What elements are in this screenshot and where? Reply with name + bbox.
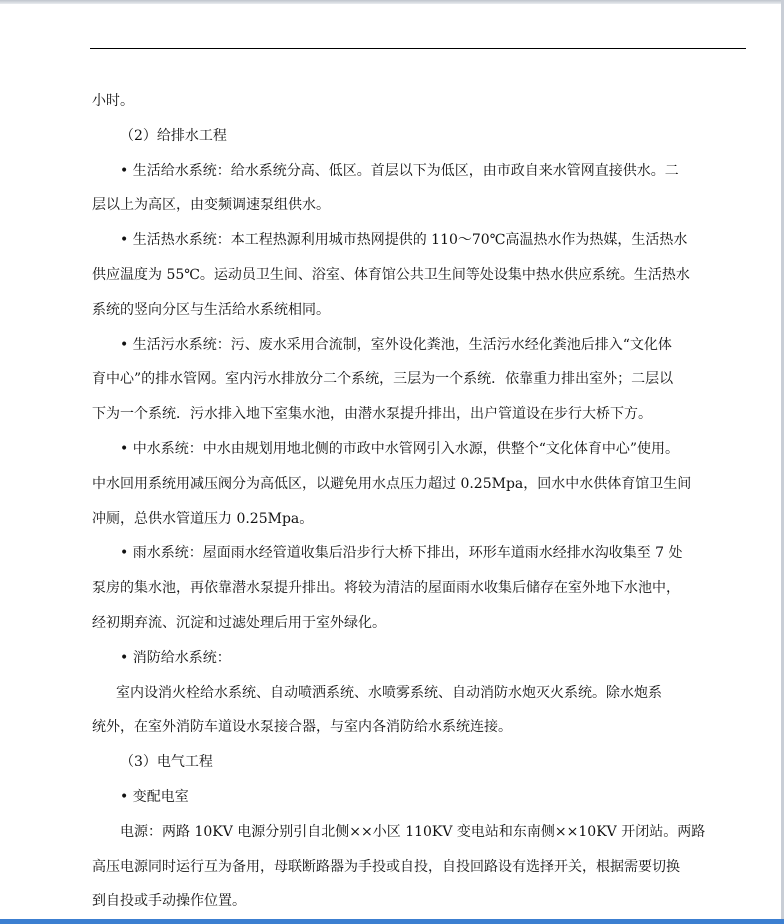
text-line: 供应温度为 55℃。运动员卫生间、浴室、体育馆公共卫生间等处设集中热水供应系统。生活热水 — [92, 266, 690, 283]
window-top-edge — [0, 0, 784, 4]
page-header-rule — [90, 48, 746, 49]
bullet-hot-water-line: • 生活热水系统：本工程热源利用城市热网提供的 110～70℃高温热水作为热媒，生活热水 — [120, 232, 688, 249]
text-line: 泵房的集水池，再依靠潜水泵提升排出。将较为清洁的屋面雨水收集后储存在室外地下水池中， — [92, 580, 680, 597]
section-heading-water: （2）给排水工程 — [120, 127, 227, 144]
text-line: 经初期弃流、沉淀和过滤处理后用于室外绿化。 — [92, 614, 386, 631]
text-line: 室内设消火栓给水系统、自动喷洒系统、水喷雾系统、自动消防水炮灭火系统。除水炮系 — [116, 684, 662, 701]
bullet-domestic-water-line: • 生活给水系统：给水系统分高、低区。首层以下为低区，由市政自来水管网直接供水。二 — [120, 162, 679, 179]
text-line: 育中心”的排水管网。室内污水排放分二个系统，三层为一个系统．依靠重力排出室外；二层以 — [92, 371, 674, 388]
document-body — [92, 84, 746, 919]
text-line: 下为一个系统．污水排入地下室集水池，由潜水泵提升排出，出户管道设在步行大桥下方。 — [92, 406, 652, 423]
bullet-fire-water-line: • 消防给水系统： — [120, 649, 231, 666]
text-line: 冲厕，总供水管道压力 0.25Mpa。 — [92, 510, 314, 527]
text-line: 小时。 — [92, 93, 134, 109]
bullet-substation-line: • 变配电室 — [120, 788, 189, 805]
bullet-sewage-line: • 生活污水系统：污、废水采用合流制，室外设化粪池，生活污水经化粪池后排入“文化体 — [120, 336, 672, 353]
text-line: 层以上为高区，由变频调速泵组供水。 — [92, 197, 330, 214]
bullet-reclaimed-water-line: • 中水系统：中水由规划用地北侧的市政中水管网引入水源，供整个“文化体育中心”使用。 — [120, 440, 680, 457]
text-line: 到自投或手动操作位置。 — [92, 893, 246, 910]
text-line: 系统的竖向分区与生活给水系统相同。 — [92, 301, 330, 318]
section-heading-electrical: （3）电气工程 — [120, 754, 213, 771]
bullet-rainwater-line: • 雨水系统：屋面雨水经管道收集后沿步行大桥下排出，环形车道雨水经排水沟收集至 7 处 — [120, 545, 683, 562]
text-line: 统外，在室外消防车道设水泵接合器，与室内各消防给水系统连接。 — [92, 719, 512, 736]
text-line: 中水回用系统用减压阀分为高低区，以避免用水点压力超过 0.25Mpa，回水中水供体育馆卫生间 — [92, 475, 692, 492]
text-line: 电源：两路 10KV 电源分别引自北侧××小区 110KV 变电站和东南侧××10KV 开闭站。两路 — [120, 823, 706, 840]
text-line: 高压电源同时运行互为备用，母联断路器为手投或自投，自投回路设有选择开关，根据需要切换 — [92, 858, 680, 875]
window-bottom-bar — [0, 919, 784, 924]
